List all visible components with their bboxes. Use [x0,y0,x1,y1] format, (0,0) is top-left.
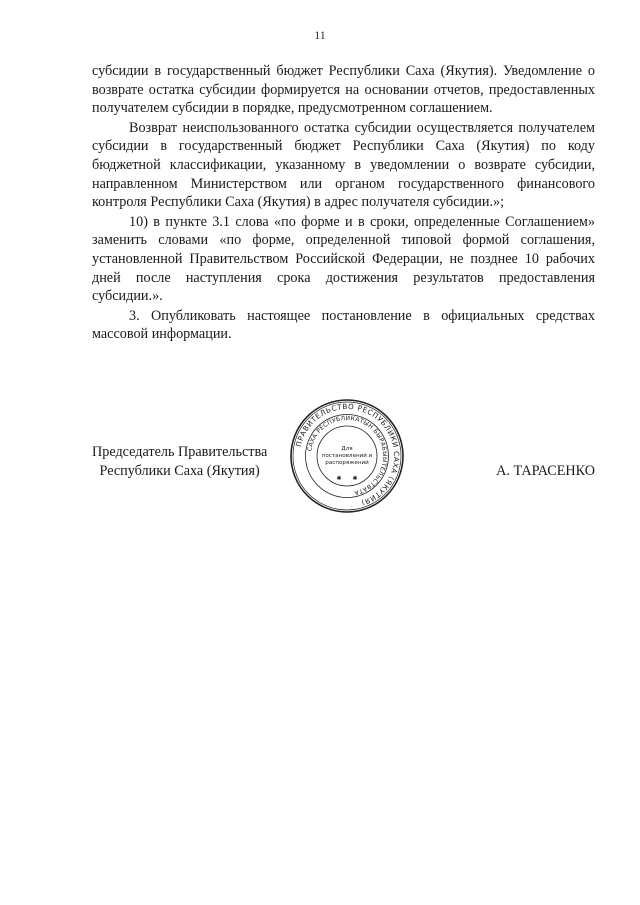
paragraph-1: субсидии в государственный бюджет Республики Саха (Якутия). Уведомление о возврате остатка субсидии формируется на основании отчетов, предоставленных получателем субсидии в порядке, предусмотренном соглашением. [92,63,595,117]
signatory-title-line-1: Председатель Правительства [92,444,268,460]
document-body [92,62,595,345]
page-number: 11 [314,28,326,42]
paragraph-3: 10) в пункте 3.1 слова «по форме и в сроки, определенные Соглашением» заменить словами «по форме, определенной типовой формой соглашения, установленной Правительством Российской Федерации, не позднее 10 рабочих дней после наступления срока достижения результатов предоставления субсидии.». [92,213,595,305]
seal-center-line-1: Для [341,446,353,452]
seal-center-line-2: постановлений и [321,453,373,459]
signatory-title-line-2: Республики Саха (Якутия) [99,462,260,479]
seal-center-line-3: распоряжений [325,460,369,466]
seal-star-left: ✱ [336,476,342,482]
paragraph-2: Возврат неиспользованного остатка субсидии осуществляется получателем субсидии в государственный бюджет Республики Саха (Якутия) по коду бюджетной классификации, указанному в уведомлении о возврате субсидии, направленном Министерством или органом государственного финансового контроля Республики Саха (Якутия) в адрес получателя субсидии.»; [92,119,595,211]
signatory-name: А. ТАРАСЕНКО [496,463,595,479]
signatory-title [92,443,267,480]
paragraph-4: 3. Опубликовать настоящее постановление в официальных средствах массовой информации. [92,307,595,343]
official-seal [289,398,405,514]
seal-inner-text: САХА РЕСПУБЛИКАТЫН БЫРАБЫЫТЕЛЬСТВАТА [306,414,389,497]
seal-star-right: ✱ [352,476,358,482]
seal-outer-text: ПРАВИТЕЛЬСТВО РЕСПУБЛИКИ САХА (ЯКУТИЯ) [293,401,402,508]
